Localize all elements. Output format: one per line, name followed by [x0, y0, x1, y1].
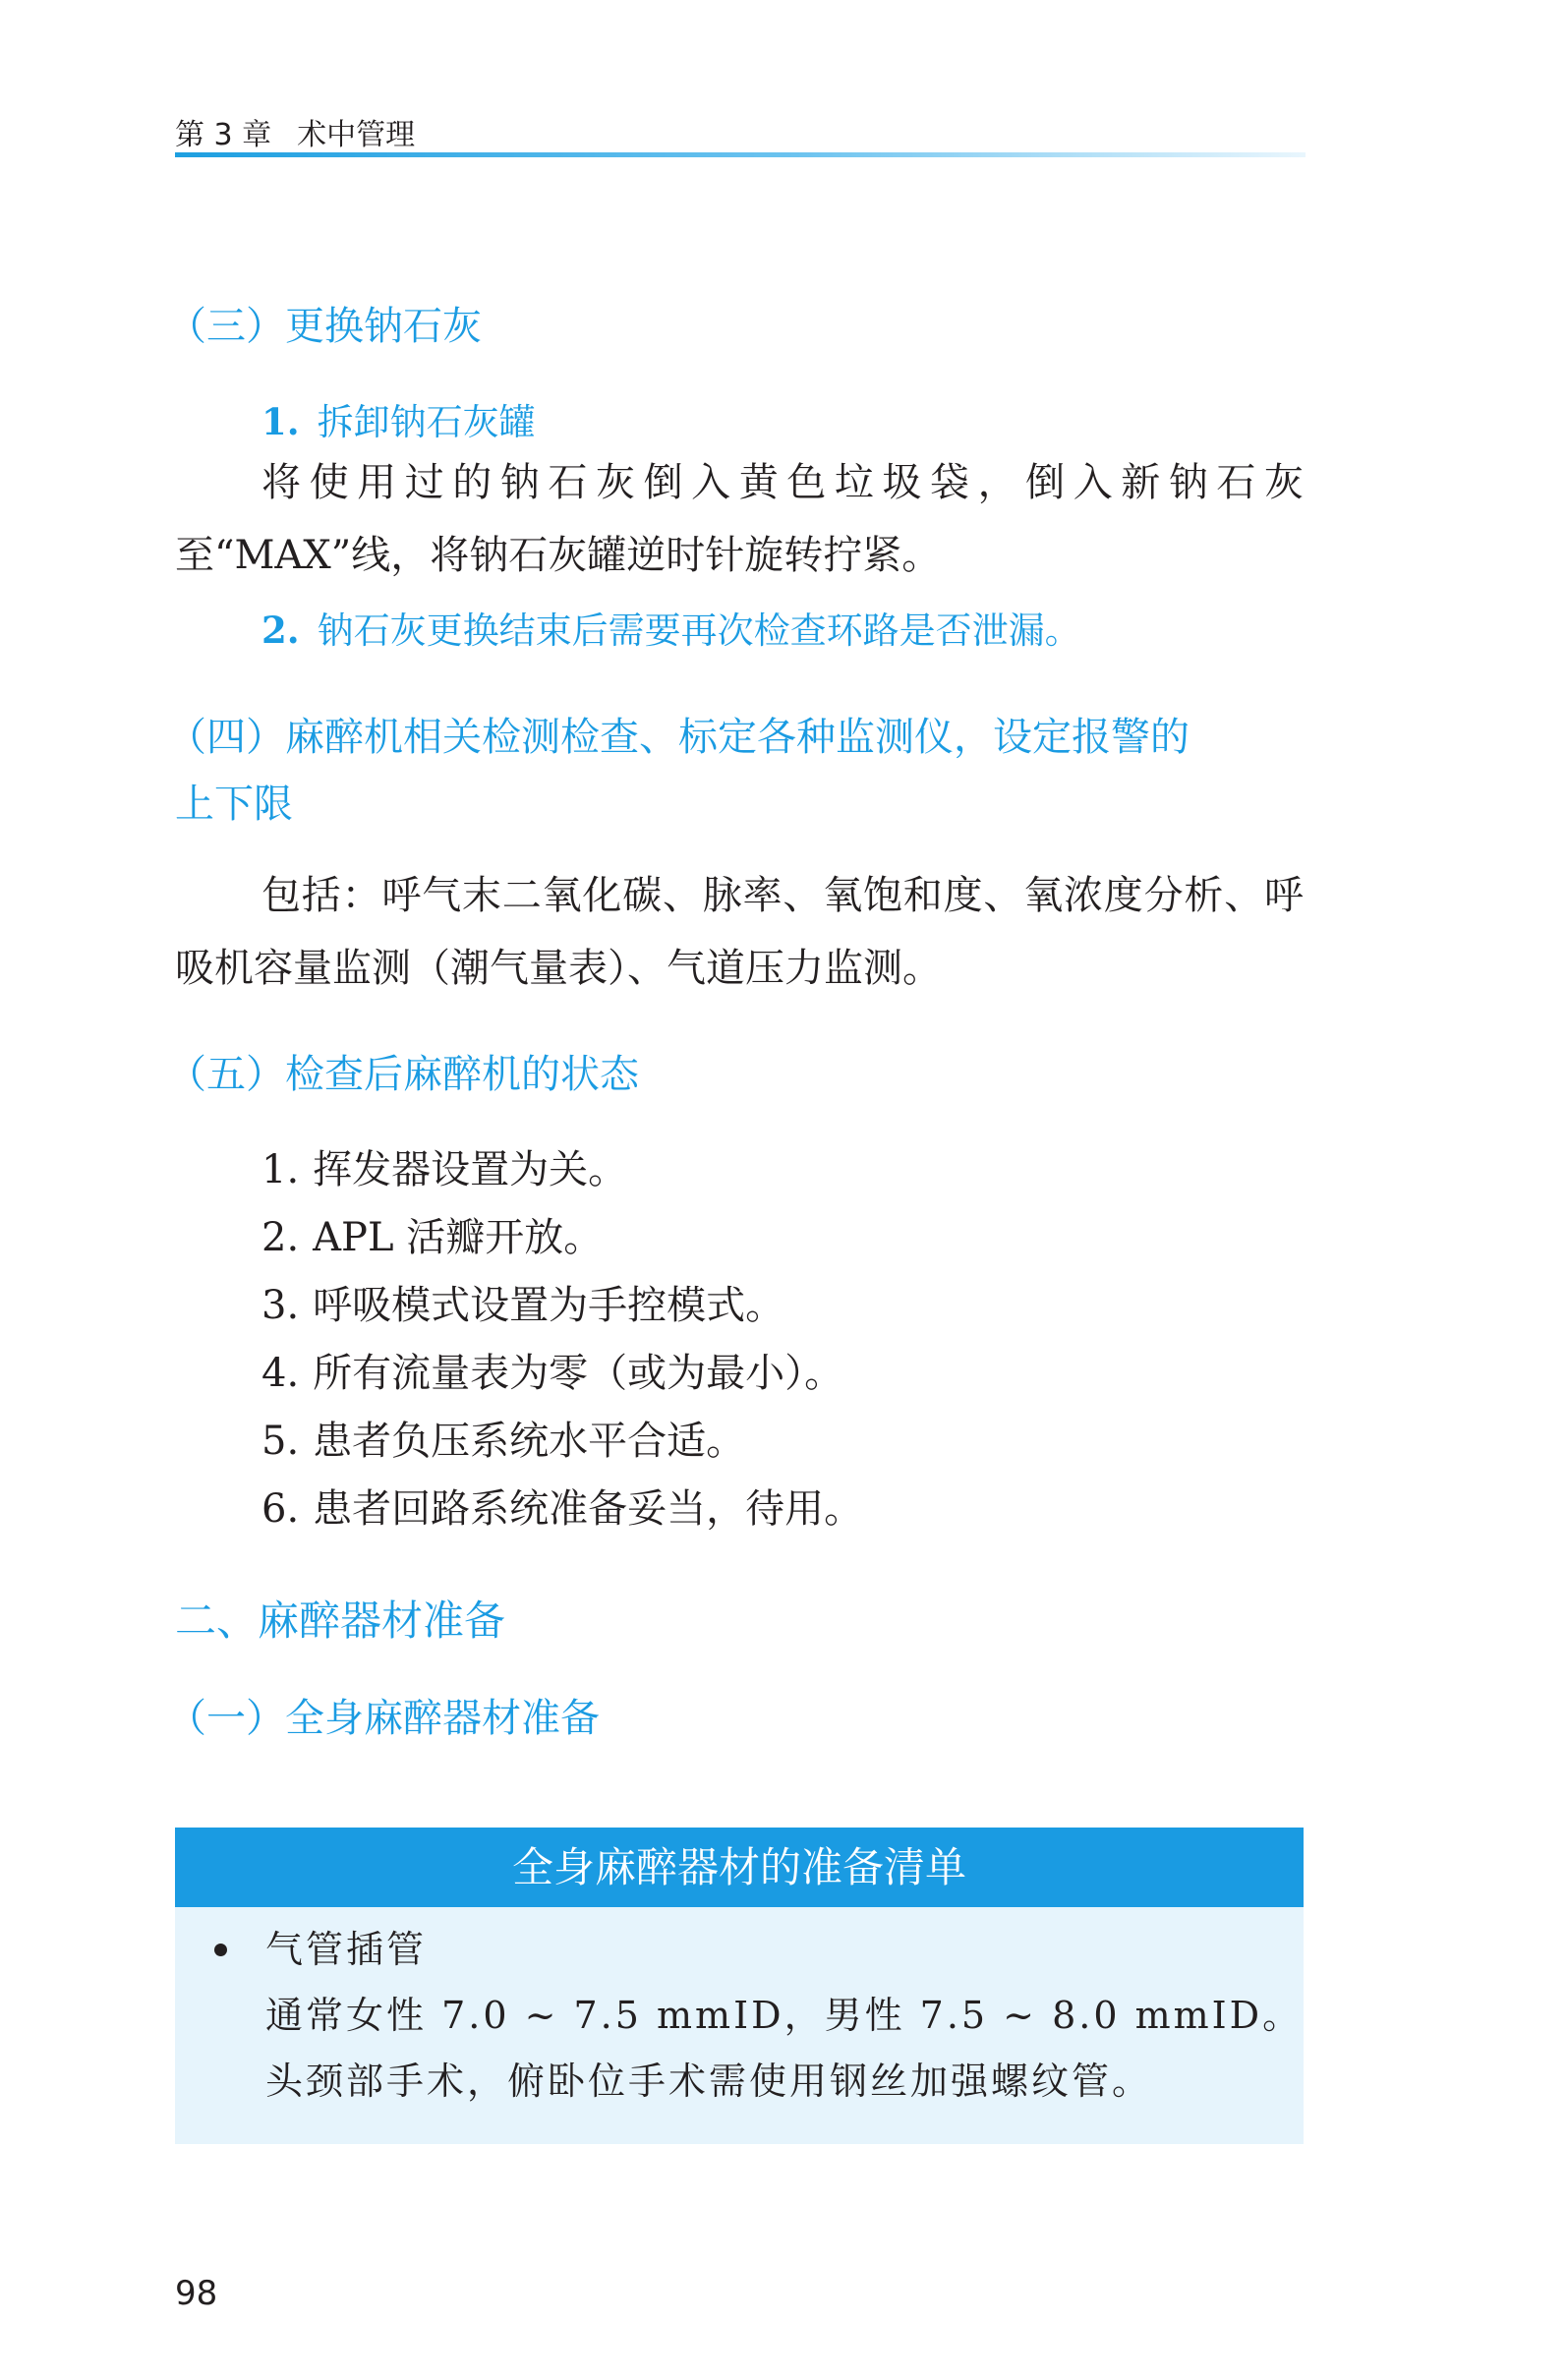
part-2-heading: 二、麻醉器材准备 — [175, 1596, 506, 1645]
part-2-subheading: （一）全身麻醉器材准备 — [167, 1696, 600, 1741]
section-4-heading-line-1: （四）麻醉机相关检测检查、标定各种监测仪，设定报警的 — [167, 715, 1190, 760]
section-3-heading: （三）更换钠石灰 — [167, 304, 482, 349]
machine-state-list — [261, 1136, 863, 1543]
step-2-number: 2. — [261, 609, 300, 652]
list-item: 2. APL 活瓣开放。 — [261, 1215, 604, 1260]
page-number: 98 — [175, 2274, 218, 2313]
running-head — [175, 110, 415, 153]
checklist-item-title: 气管插管 — [265, 1928, 428, 1971]
step-2-heading — [261, 601, 1081, 654]
step-1-number: 1. — [261, 400, 300, 443]
checklist-item-line-2: 头颈部手术，俯卧位手术需使用钢丝加强螺纹管。 — [265, 2060, 1153, 2103]
section-4-heading-line-2: 上下限 — [175, 782, 293, 827]
checklist-title: 全身麻醉器材的准备清单 — [175, 1828, 1304, 1907]
checklist-box — [175, 1828, 1304, 2144]
step-2-title: 钠石灰更换结束后需要再次检查环路是否泄漏。 — [317, 610, 1081, 652]
step-1-title: 拆卸钠石灰罐 — [317, 401, 536, 443]
step-1-heading — [261, 392, 536, 445]
bullet-icon — [214, 1944, 227, 1956]
list-item: 5. 患者负压系统水平合适。 — [261, 1419, 746, 1464]
header-rule — [175, 152, 1306, 157]
section-5-heading: （五）检查后麻醉机的状态 — [167, 1052, 639, 1097]
checklist-item-line-1: 通常女性 7.0 ~ 7.5 mmID，男性 7.5 ~ 8.0 mmID。 — [265, 1994, 1304, 2037]
section-4-paragraph: 包括：呼气末二氧化碳、脉率、氧饱和度、氧浓度分析、呼吸机容量监测（潮气量表）、气道压力监测。 — [175, 873, 1304, 991]
chapter-number: 第 3 章 — [175, 118, 272, 152]
list-item: 1. 挥发器设置为关。 — [261, 1147, 628, 1192]
chapter-title: 术中管理 — [297, 118, 416, 152]
list-item: 6. 患者回路系统准备妥当，待用。 — [261, 1486, 864, 1532]
list-item: 3. 呼吸模式设置为手控模式。 — [261, 1283, 785, 1328]
step-1-paragraph: 将使用过的钠石灰倒入黄色垃圾袋，倒入新钠石灰至“MAX”线，将钠石灰罐逆时针旋转拧紧。 — [175, 460, 1304, 578]
list-item: 4. 所有流量表为零（或为最小）。 — [261, 1351, 844, 1396]
